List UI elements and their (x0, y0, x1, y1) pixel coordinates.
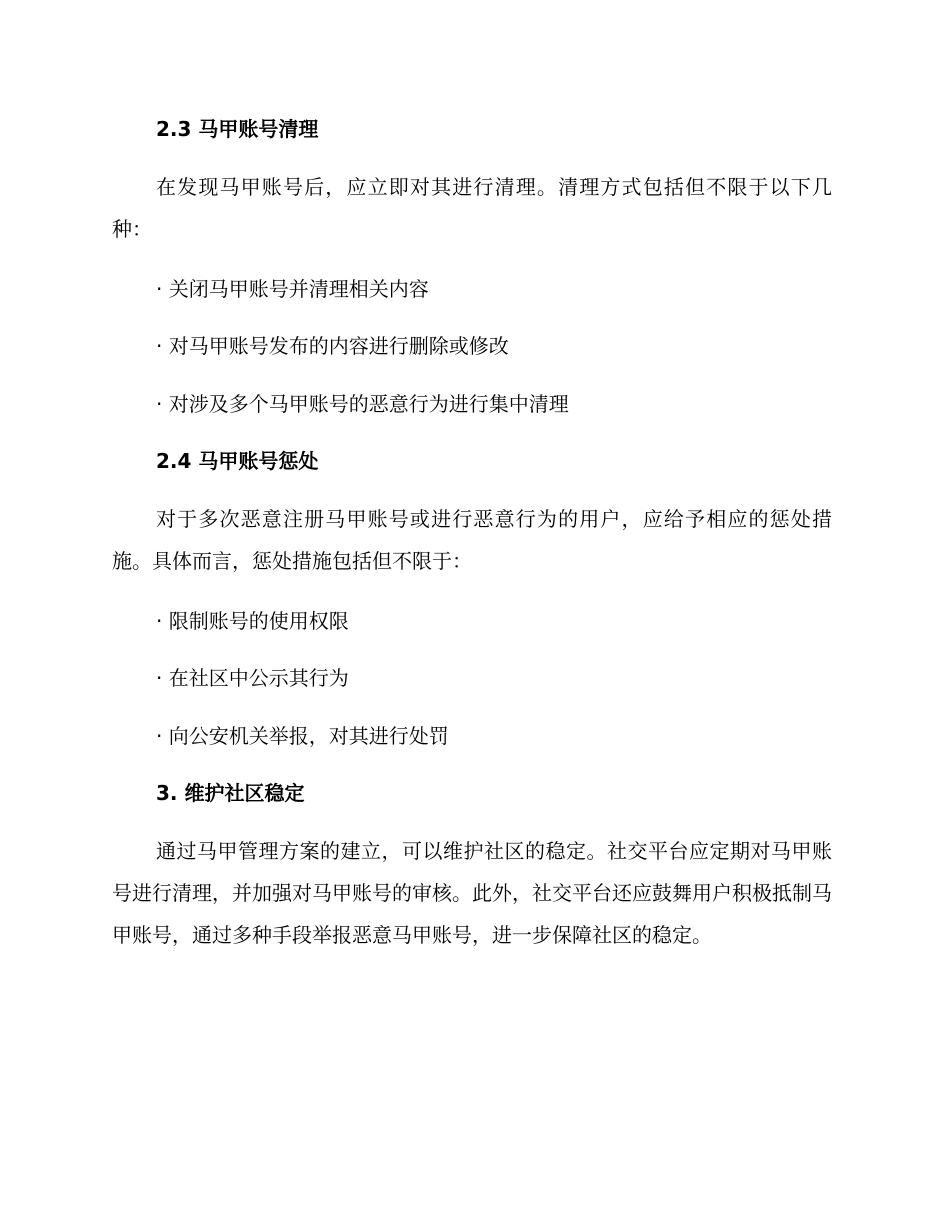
bullet-item: · 向公安机关举报，对其进行处罚 (156, 724, 449, 748)
bullet-item: · 对马甲账号发布的内容进行删除或修改 (156, 334, 509, 358)
section-paragraph-3: 通过马甲管理方案的建立，可以维护社区的稳定。社交平台应定期对马甲账号进行清理，并加强对马甲账号的审核。此外，社交平台还应鼓舞用户积极抵制马甲账号，通过多种手段举报恶意马甲账号，进一步保障社区的稳定。 (112, 839, 832, 947)
bullet-item: · 关闭马甲账号并清理相关内容 (156, 277, 429, 301)
section-paragraph-2-4: 对于多次恶意注册马甲账号或进行恶意行为的用户，应给予相应的惩处措施。具体而言，惩处措施包括但不限于： (112, 507, 832, 573)
bullet-item: · 对涉及多个马甲账号的恶意行为进行集中清理 (156, 392, 569, 416)
bullet-item: · 在社区中公示其行为 (156, 666, 349, 690)
section-heading-2-3: 2.3 马甲账号清理 (156, 117, 319, 141)
section-heading-2-4: 2.4 马甲账号惩处 (156, 449, 319, 473)
section-heading-3: 3. 维护社区稳定 (156, 781, 305, 805)
section-paragraph-2-3: 在发现马甲账号后，应立即对其进行清理。清理方式包括但不限于以下几种： (112, 175, 832, 241)
bullet-item: · 限制账号的使用权限 (156, 609, 349, 633)
